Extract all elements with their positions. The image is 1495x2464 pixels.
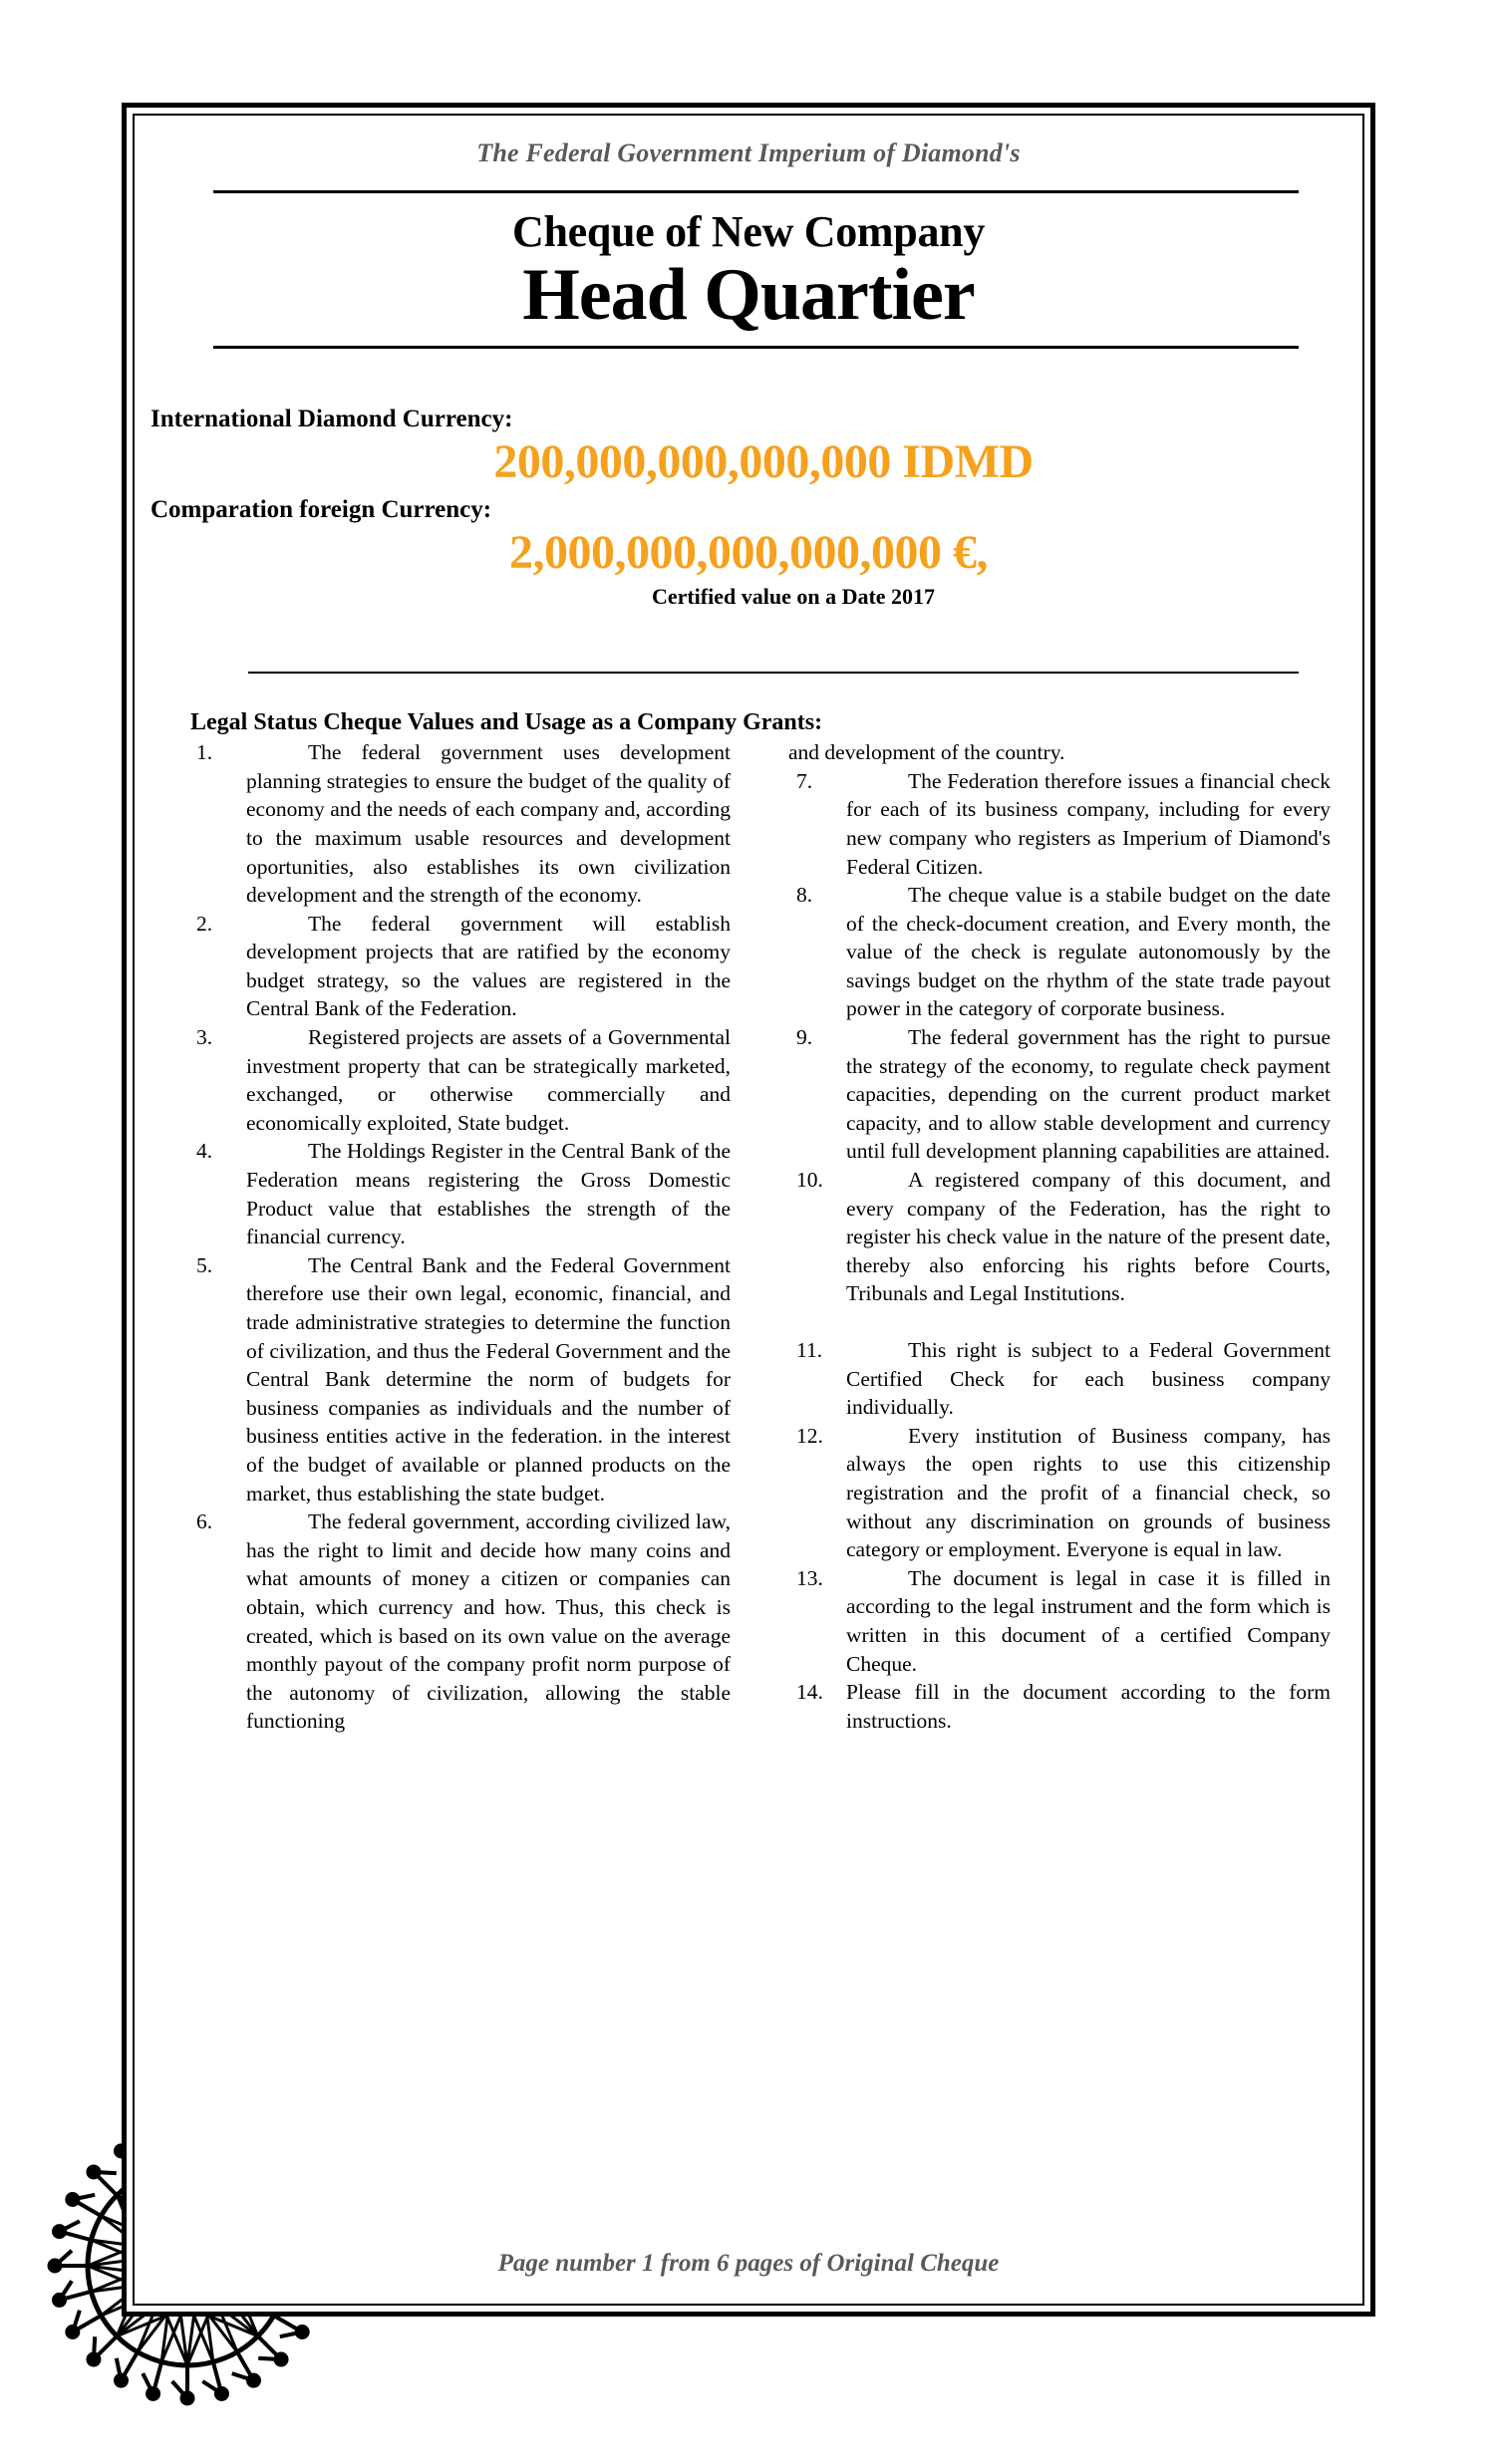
clause-number: 14.	[796, 1680, 823, 1705]
clause-number: 2.	[196, 911, 213, 936]
page-subtitle: Head Quartier	[522, 253, 975, 336]
clause-text: Registered projects are assets of a Governmental investment property that can be strategically marketed, exchanged, or otherwise commercially and economically exploited, State budget.	[246, 1025, 731, 1135]
clause-number: 3.	[196, 1025, 213, 1050]
clause-item	[788, 1422, 1331, 1564]
clause-text: The federal government, according civilized law, has the right to limit and decide how many coins and what amounts of money a citizen or companies can obtain, which currency and how. Thus, this check is created, which is based on its own value on the average monthly payout of the company profit norm purpose of the autonomy of civilization, allowing the stable functioning	[246, 1509, 731, 1734]
clause-text: The Holdings Register in the Central Bank of the Federation means registering the Gross Domestic Product value that establishes the strength of the financial currency.	[246, 1139, 731, 1249]
header-rule-bottom	[213, 346, 1299, 349]
clause-text: The federal government uses development planning strategies to ensure the budget of the quality of economy and the needs of each company and, according to the maximum usable resources and development oportunities, also establishes its own civilization development and the strength of the economy.	[246, 740, 731, 908]
clause-number: 4.	[196, 1139, 213, 1164]
legal-status-heading: Legal Status Cheque Values and Usage as a Company Grants:	[190, 709, 823, 736]
clause-number: 13.	[796, 1565, 823, 1590]
clause-number: 11.	[796, 1338, 823, 1363]
clause-gap	[788, 1308, 1331, 1336]
clause-item	[788, 767, 1331, 881]
clause-item	[788, 1023, 1331, 1166]
clause-number: 1.	[196, 740, 213, 765]
clause-item	[788, 1166, 1331, 1308]
clause-item	[188, 910, 731, 1023]
secondary-currency-label: Comparation foreign Currency:	[150, 495, 492, 523]
clause-text: This right is subject to a Federal Government Certified Check for each business company individually.	[846, 1338, 1331, 1420]
clause-item	[188, 1507, 731, 1736]
secondary-currency-value: 2,000,000,000,000,000 €,	[509, 525, 988, 579]
clause-text: The federal government has the right to pursue the strategy of the economy, to regulate check payment capacities, depending on the current product market capacity, and to allow stable development and currency until full development planning capabilities are attained.	[846, 1025, 1331, 1164]
clause-number: 6.	[196, 1509, 213, 1534]
clause-text: Every institution of Business company, has always the open rights to use this citizenship registration and the profit of a financial check, so without any discrimination on grounds of business category or employment. Everyone is equal in law.	[846, 1423, 1331, 1562]
primary-currency-value: 200,000,000,000,000 IDMD	[493, 434, 1034, 488]
clause-item	[788, 1336, 1331, 1422]
clause-text: The Central Bank and the Federal Government therefore use their own legal, economic, financial, and trade administrative strategies to determine the function of civilization, and thus the Federal Government and the Central Bank determine the norm of budgets for business companies as individuals and the number of business entities active in the federation. in the interest of the budget of available or planned products on the market, thus establishing the state budget.	[246, 1252, 731, 1506]
clause-item	[788, 1678, 1331, 1735]
clause-text: The cheque value is a stabile budget on the date of the check-document creation, and Every month, the value of the check is regulate autonomously by the savings budget on the rhythm of the state trade payout power in the category of corporate business.	[846, 883, 1331, 1021]
clause-item	[788, 881, 1331, 1023]
clause-columns	[149, 738, 1348, 1736]
clause-item	[788, 1564, 1331, 1678]
document-outer-border	[122, 103, 1375, 2317]
clause-text: A registered company of this document, and every company of the Federation, has the right to register his check value in the nature of the present date, thereby also enforcing his rights before Courts, Tribunals and Legal Institutions.	[846, 1168, 1331, 1306]
clause-continued-text: and development of the country.	[788, 740, 1065, 765]
clause-number: 12.	[796, 1423, 823, 1448]
primary-currency-label: International Diamond Currency:	[150, 405, 513, 432]
clause-number: 8.	[796, 883, 813, 908]
footer-page-note: Page number 1 from 6 pages of Original Cheque	[497, 2250, 1000, 2277]
header-rule-top	[213, 190, 1299, 193]
clause-number: 9.	[796, 1025, 813, 1050]
clause-item	[188, 1023, 731, 1137]
clause-text: The federal government will establish development projects that are ratified by the economy budget strategy, so the values are registered in the Central Bank of the Federation.	[246, 911, 731, 1021]
clause-number: 5.	[196, 1252, 213, 1277]
document-page	[135, 116, 1362, 2304]
clause-text: The document is legal in case it is filled in according to the legal instrument and the form which is written in this document of a certified Company Cheque.	[846, 1565, 1331, 1676]
clause-text: Please fill in the document according to the form instructions.	[846, 1680, 1331, 1733]
section-divider-rule	[248, 672, 1299, 674]
clause-item	[188, 1137, 731, 1250]
clause-item	[188, 1251, 731, 1507]
clause-column-left	[188, 738, 731, 1736]
document-inner-border	[133, 114, 1364, 2306]
page-title: Cheque of New Company	[511, 206, 986, 256]
clause-number: 10.	[796, 1168, 823, 1193]
header-kicker: The Federal Government Imperium of Diamond's	[476, 138, 1021, 167]
clause-text: The Federation therefore issues a financial check for each of its business company, including for every new company who registers as Imperium of Diamond's Federal Citizen.	[846, 768, 1331, 879]
clause-column-right	[788, 738, 1331, 1736]
clause-item	[188, 738, 731, 910]
clause-number: 7.	[796, 768, 813, 793]
currency-section	[149, 405, 1348, 610]
certified-value-note: Certified value on a Date 2017	[651, 584, 936, 610]
